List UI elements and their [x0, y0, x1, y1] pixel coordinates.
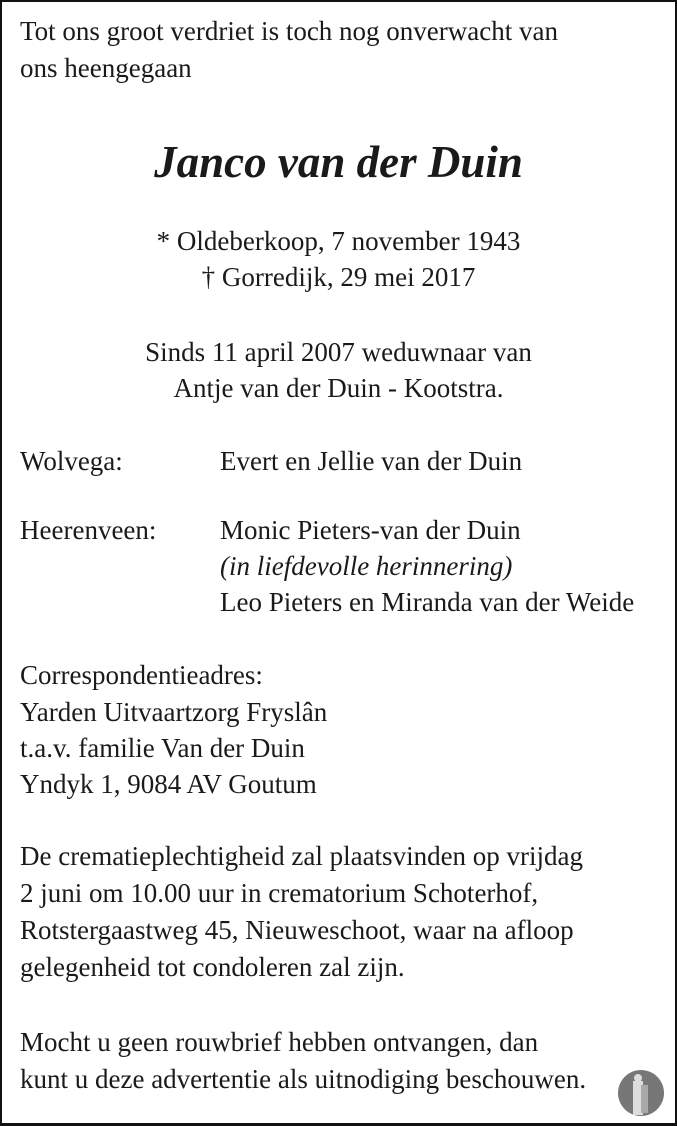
family-place: Wolvega: [20, 446, 123, 476]
closing-line: Mocht u geen rouwbrief hebben ontvangen, dan [20, 1027, 539, 1057]
widower-line: Antje van der Duin - Kootstra. [173, 373, 504, 403]
intro-line: ons heengegaan [20, 53, 192, 83]
ceremony-line: Rotstergaastweg 45, Nieuweschoot, waar na afloop [20, 915, 574, 945]
family-place: Heerenveen: [20, 515, 157, 545]
correspondence-line: Yarden Uitvaartzorg Fryslân [20, 697, 328, 727]
birth-info: * Oldeberkoop, 7 november 1943 [156, 226, 521, 256]
widower-line: Sinds 11 april 2007 weduwnaar van [145, 337, 532, 367]
ceremony-line: De crematieplechtigheid zal plaatsvinden op vrijdag [20, 841, 584, 871]
family-member: Monic Pieters-van der Duin [220, 515, 521, 545]
ceremony-line: gelegenheid tot condoleren zal zijn. [20, 952, 405, 982]
family-member: Leo Pieters en Miranda van der Weide [220, 587, 635, 617]
closing-line: kunt u deze advertentie als uitnodiging beschouwen. [20, 1064, 587, 1094]
ceremony-line: 2 juni om 10.00 uur in crematorium Schoterhof, [20, 878, 539, 908]
correspondence-line: Correspondentieadres: [20, 660, 263, 690]
memorial-logo-icon [617, 1069, 665, 1117]
family-note: (in liefdevolle herinnering) [220, 551, 513, 581]
intro-line: Tot ons groot verdriet is toch nog onverwacht van [20, 16, 558, 46]
deceased-name: Janco van der Duin [154, 137, 523, 187]
correspondence-line: t.a.v. familie Van der Duin [20, 733, 305, 763]
correspondence-line: Yndyk 1, 9084 AV Goutum [20, 769, 317, 799]
family-member: Evert en Jellie van der Duin [220, 446, 523, 476]
death-info: † Gorredijk, 29 mei 2017 [201, 262, 476, 292]
